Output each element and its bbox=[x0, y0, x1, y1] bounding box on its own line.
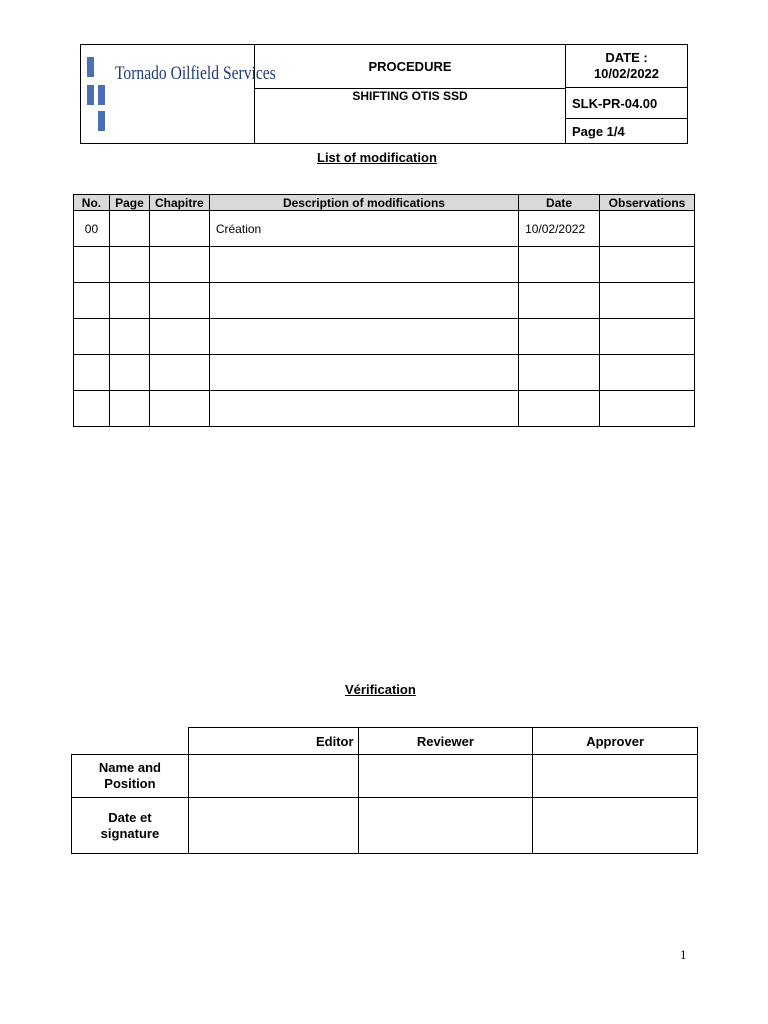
modifications-table bbox=[73, 194, 695, 427]
table-cell bbox=[74, 283, 110, 319]
date-value: 10/02/2022 bbox=[593, 66, 660, 81]
table-cell bbox=[109, 391, 149, 427]
table-row bbox=[74, 319, 695, 355]
column-header: Description of modifications bbox=[209, 195, 518, 211]
table-cell bbox=[519, 283, 600, 319]
column-header-approver: Approver bbox=[533, 728, 698, 755]
table-cell bbox=[149, 319, 209, 355]
info-cell bbox=[566, 45, 687, 143]
table-cell bbox=[600, 247, 695, 283]
table-row bbox=[74, 211, 695, 247]
verification-table bbox=[71, 727, 698, 854]
date-box bbox=[566, 45, 687, 88]
verification-title: Vérification bbox=[345, 682, 416, 697]
page-number: 1 bbox=[680, 947, 687, 962]
column-header: Page bbox=[109, 195, 149, 211]
title-cell bbox=[255, 45, 566, 143]
table-cell bbox=[519, 319, 600, 355]
document-header bbox=[80, 44, 688, 144]
table-cell bbox=[109, 355, 149, 391]
row-label-name-position bbox=[72, 755, 189, 798]
table-cell bbox=[600, 319, 695, 355]
table-cell bbox=[209, 283, 518, 319]
table-cell bbox=[209, 355, 518, 391]
row-label-line: signature bbox=[100, 825, 160, 841]
table-cell bbox=[149, 247, 209, 283]
table-cell bbox=[209, 319, 518, 355]
table-cell bbox=[149, 355, 209, 391]
table-header-row bbox=[74, 195, 695, 211]
verification-row bbox=[72, 755, 698, 798]
column-header: Date bbox=[519, 195, 600, 211]
verification-header-row bbox=[72, 728, 698, 755]
empty-corner-cell bbox=[72, 728, 189, 755]
approver-name-field[interactable] bbox=[533, 755, 698, 798]
document-type: PROCEDURE bbox=[255, 45, 565, 89]
table-cell bbox=[209, 391, 518, 427]
table-row bbox=[74, 283, 695, 319]
table-row bbox=[74, 247, 695, 283]
table-cell bbox=[109, 283, 149, 319]
column-header-reviewer: Reviewer bbox=[358, 728, 533, 755]
approver-signature-field[interactable] bbox=[533, 798, 698, 854]
table-cell bbox=[600, 283, 695, 319]
verification-row bbox=[72, 798, 698, 854]
row-label-date-signature bbox=[72, 798, 189, 854]
table-cell bbox=[74, 247, 110, 283]
table-row bbox=[74, 355, 695, 391]
page-indicator: Page 1/4 bbox=[572, 124, 625, 139]
table-cell: 10/02/2022 bbox=[519, 211, 600, 247]
table-cell bbox=[74, 319, 110, 355]
table-cell bbox=[600, 355, 695, 391]
column-header: Observations bbox=[600, 195, 695, 211]
table-row bbox=[74, 391, 695, 427]
column-header-editor: Editor bbox=[188, 728, 358, 755]
table-cell bbox=[74, 391, 110, 427]
company-name: Tornado Oilfield Services bbox=[115, 63, 276, 84]
table-cell: Création bbox=[209, 211, 518, 247]
row-label-line: Date et bbox=[108, 809, 152, 825]
table-cell: 00 bbox=[74, 211, 110, 247]
table-cell bbox=[209, 247, 518, 283]
table-cell bbox=[600, 391, 695, 427]
column-header: No. bbox=[74, 195, 110, 211]
editor-name-field[interactable] bbox=[188, 755, 358, 798]
logo-mark-icon bbox=[87, 57, 111, 133]
reviewer-signature-field[interactable] bbox=[358, 798, 533, 854]
table-cell bbox=[109, 211, 149, 247]
document-title: SHIFTING OTIS SSD bbox=[352, 89, 468, 103]
table-cell bbox=[149, 283, 209, 319]
table-cell bbox=[519, 391, 600, 427]
table-cell bbox=[519, 355, 600, 391]
date-label: DATE : bbox=[605, 50, 648, 65]
table-cell bbox=[519, 247, 600, 283]
row-label-line: Name and bbox=[98, 760, 161, 775]
reviewer-name-field[interactable] bbox=[358, 755, 533, 798]
row-label-line: Position bbox=[104, 776, 156, 791]
table-cell bbox=[600, 211, 695, 247]
table-cell bbox=[149, 391, 209, 427]
editor-signature-field[interactable] bbox=[188, 798, 358, 854]
modifications-title: List of modification bbox=[317, 150, 437, 165]
company-logo bbox=[81, 45, 276, 143]
table-cell bbox=[149, 211, 209, 247]
column-header: Chapitre bbox=[149, 195, 209, 211]
table-cell bbox=[74, 355, 110, 391]
table-cell bbox=[109, 319, 149, 355]
table-cell bbox=[109, 247, 149, 283]
document-reference: SLK-PR-04.00 bbox=[566, 89, 687, 119]
